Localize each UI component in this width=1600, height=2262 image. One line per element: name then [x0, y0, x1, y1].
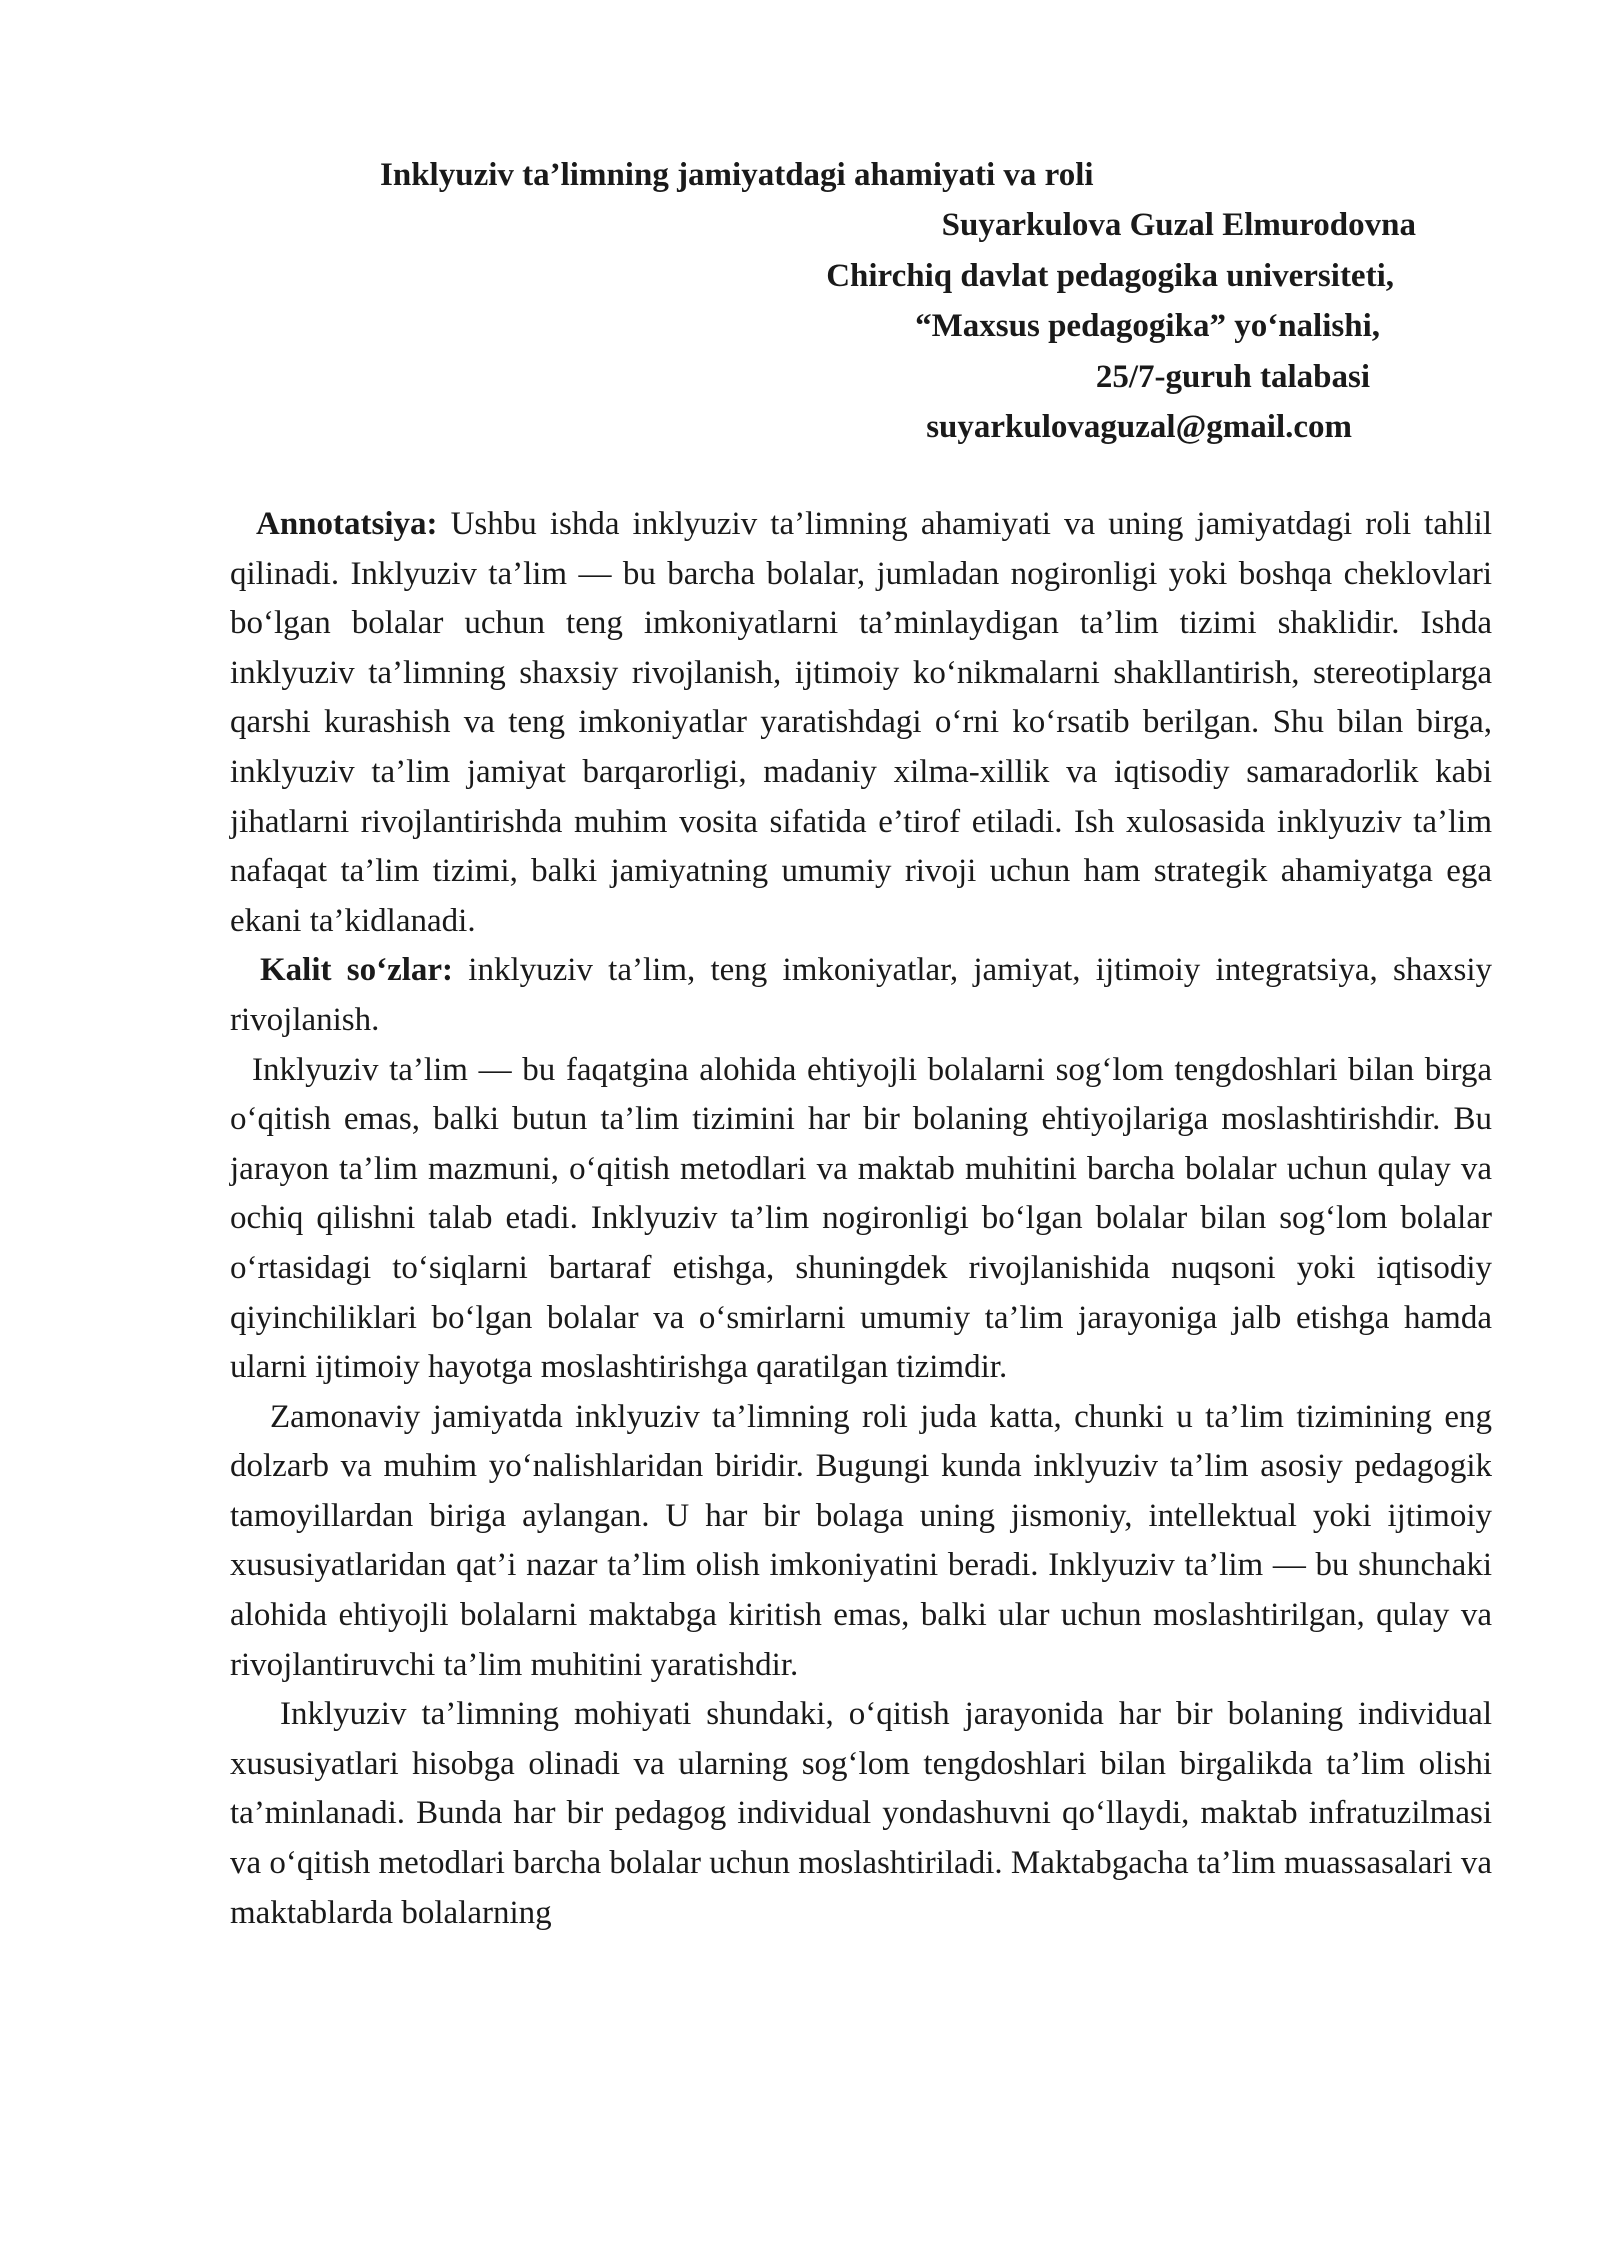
body-paragraph: Zamonaviy jamiyatda inklyuziv ta’limning roli juda katta, chunki u ta’lim tizimining eng dolzarb va muhim yo‘nalishlaridan biridir. Bugungi kunda inklyuziv ta’lim asosiy pedagogik tamoyillardan biriga aylangan. U har bir bolaga uning jismoniy, intellektual yoki ijtimoiy xususiyatlaridan qat’i nazar ta’lim olish imkoniyatini beradi. Inklyuziv ta’lim — bu shunchaki alohida ehtiyojli bolalarni maktabga kiritish emas, balki ular uchun moslashtirilgan, qulay va rivojlantiruvchi ta’lim muhitini yaratishdir. [230, 1398, 1492, 1683]
paper-title: Inklyuziv ta’limning jamiyatdagi ahamiyati va roli [380, 157, 1094, 193]
body-paragraph: Inklyuziv ta’lim — bu faqatgina alohida ehtiyojli bolalarni sog‘lom tengdoshlari bilan birga o‘qitish emas, balki butun ta’lim tizimini har bir bolaning ehtiyojlariga moslashtirishdir. Bu jarayon ta’lim mazmuni, o‘qitish metodlari va maktab muhitini barcha bolalar uchun qulay va ochiq qilishni talab etadi. Inklyuziv ta’lim nogironligi bo‘lgan bolalar bilan sog‘lom bolalar o‘rtasidagi to‘siqlarni bartaraf etishga, shuningdek rivojlanishida nuqsoni yoki iqtisodiy qiyinchiliklari bo‘lgan bolalar va o‘smirlarni umumiy ta’lim jarayoniga jalb etishga hamda ularni ijtimoiy hayotga moslashtirishga qaratilgan tizimdir. [230, 1051, 1492, 1386]
paper-body [230, 500, 1492, 1938]
author-block [826, 200, 1416, 453]
author-group: 25/7-guruh talabasi [1095, 358, 1370, 395]
author-email: suyarkulovaguzal@gmail.com [926, 409, 1352, 445]
keywords-paragraph [230, 946, 1492, 1045]
keywords-label: Kalit so‘zlar: [260, 952, 454, 989]
keywords-text: inklyuziv ta’lim, teng imkoniyatlar, jamiyat, ijtimoiy integratsiya, shaxsiy rivojlanish. [230, 952, 1492, 1038]
author-direction: “Maxsus pedagogika” yo‘nalishi, [915, 308, 1380, 344]
abstract-text: Ushbu ishda inklyuziv ta’limning ahamiyati va uning jamiyatdagi roli tahlil qilinadi. Inklyuziv ta’lim — bu barcha bolalar, jumladan nogironligi yoki boshqa cheklovlari bo‘lgan bolalar uchun teng imkoniyatlarni ta’minlaydigan ta’lim tizimi shaklidir. Ishda inklyuziv ta’limning shaxsiy rivojlanish, ijtimoiy ko‘nikmalarni shakllantirish, stereotiplarga qarshi kurashish va teng imkoniyatlar yaratishdagi o‘rni ko‘rsatib berilgan. Shu bilan birga, inklyuziv ta’lim jamiyat barqarorligi, madaniy xilma-xillik va iqtisodiy samaradorlik kabi jihatlarni rivojlantirishda muhim vosita sifatida e’tirof etiladi. Ish xulosasida inklyuziv ta’lim nafaqat ta’lim tizimi, balki jamiyatning umumiy rivoji uchun ham strategik ahamiyatga ega ekani ta’kidlanadi. [230, 506, 1492, 939]
author-university: Chirchiq davlat pedagogika universiteti, [826, 257, 1394, 294]
abstract-label: Annotatsiya: [256, 506, 438, 542]
body-paragraph: Inklyuziv ta’limning mohiyati shundaki, o‘qitish jarayonida har bir bolaning individual xususiyatlari hisobga olinadi va ularning sog‘lom tengdoshlari bilan birgalikda ta’lim olishi ta’minlanadi. Bunda har bir pedagog individual yondashuvni qo‘llaydi, maktab infratuzilmasi va o‘qitish metodlari barcha bolalar uchun moslashtiriladi. Maktabgacha ta’lim muassasalari va maktablarda bolalarning [230, 1696, 1492, 1931]
abstract-paragraph [230, 500, 1492, 946]
author-name: Suyarkulova Guzal Elmurodovna [941, 207, 1416, 243]
